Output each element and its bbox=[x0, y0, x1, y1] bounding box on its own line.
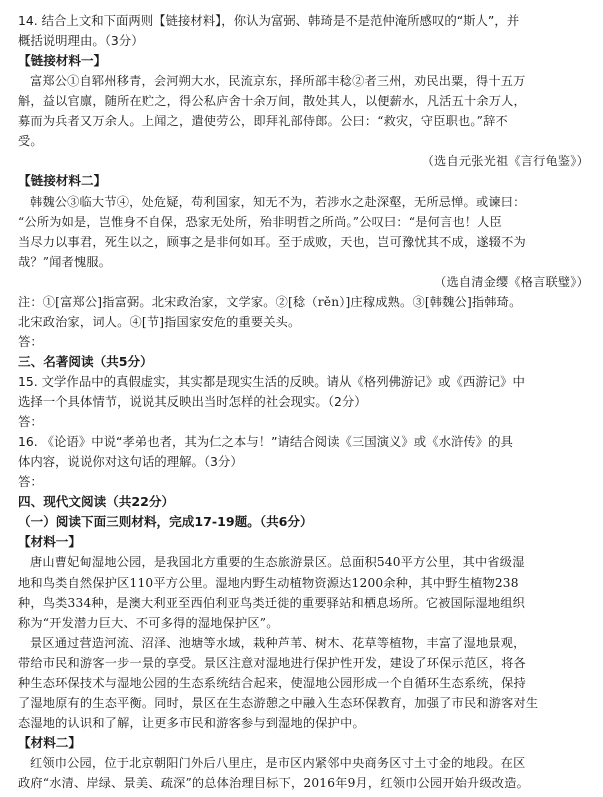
material1-line: 种，鸟类334种，是澳大利亚至西伯利亚鸟类迁徙的重要驿站和栖息场所。它被国际湿地组织 bbox=[18, 595, 525, 610]
answer-label: 答： bbox=[18, 414, 43, 430]
q15-line1: 15. 文学作品中的真假虚实，其实都是现实生活的反映。请从《格列佛游记》或《西游记》中 bbox=[18, 373, 525, 389]
notes-line1: 注：①[富郑公]指富弼。北宋政治家，文学家。②[稔（rěn）]庄稼成熟。③[韩魏公]指韩琦。 bbox=[18, 294, 522, 309]
link2-text-line: “公所为如是，岂惟身不自保，恐家无处所，殆非明哲之所尚。”公叹曰：“是何言也！人臣 bbox=[18, 214, 502, 229]
material2-line: 红领巾公园，位于北京朝阳门外后八里庄，是市区内紧邻中央商务区寸土寸金的地段。在区 bbox=[30, 755, 526, 770]
link2-heading: 【链接材料二】 bbox=[18, 173, 107, 189]
q16-line2: 体内容，说说你对这句话的理解。（3分） bbox=[18, 454, 243, 470]
link2-source: （选自清金缨《格言联璧》） bbox=[434, 274, 589, 289]
material1-line: 景区通过营造河流、沼泽、池塘等水域，栽种芦苇、树木、花草等植物，丰富了湿地景观， bbox=[30, 635, 526, 650]
link1-text-line: 募而为兵者又万余人。上闻之，遣使劳公，即拜礼部侍郎。公曰：“救灾，守臣职也。”辞不 bbox=[18, 114, 508, 129]
link1-heading: 【链接材料一】 bbox=[18, 53, 107, 69]
section3-title: 三、名著阅读（共5分） bbox=[18, 353, 153, 369]
q14-prompt-line1: 14. 结合上文和下面两则【链接材料】，你认为富弼、韩琦是不是范仲淹所感叹的“斯人”，并 bbox=[18, 13, 520, 28]
material1-line: 态湿地的认识和了解，让更多市民和游客参与到湿地的保护中。 bbox=[18, 715, 365, 730]
link1-source: （选自元张光祖《言行龟鉴》） bbox=[421, 154, 589, 169]
link2-text-line: 哉？”闻者愧服。 bbox=[18, 254, 112, 269]
link2-text-line: 韩魏公③临大节④，处危疑，苟利国家，知无不为，若涉水之赴深壑，无所忌惮。或谏曰： bbox=[30, 194, 526, 209]
link1-text-line: 斛，益以官廪，随所在贮之，得公私庐舍十余万间，散处其人，以便薪水，凡活五十余万人， bbox=[18, 94, 526, 109]
q16-line1: 16. 《论语》中说“孝弟也者，其为仁之本与！”请结合阅读《三国演义》或《水浒传》的具 bbox=[18, 434, 513, 450]
link2-text-line: 当尽力以事君，死生以之，顾事之是非何如耳。至于成败，天也，岂可豫忧其不成，遂辍不为 bbox=[18, 234, 526, 249]
answer-label: 答： bbox=[18, 333, 43, 349]
section4-title: 四、现代文阅读（共22分） bbox=[18, 494, 175, 510]
part1-title: （一）阅读下面三则材料，完成17-19题。（共6分） bbox=[18, 514, 313, 530]
material1-line: 种生态环保技术与湿地公园的生态系统结合起来，使湿地公园形成一个自循环生态系统，保持 bbox=[18, 675, 526, 690]
material1-line: 唐山曹妃甸湿地公园，是我国北方重要的生态旅游景区。总面积540平方公里，其中省级湿 bbox=[30, 555, 525, 570]
notes-line2: 北宋政治家，词人。④[节]指国家安危的重要关头。 bbox=[18, 314, 301, 329]
link1-text-line: 受。 bbox=[18, 134, 43, 149]
material1-line: 了湿地原有的生态平衡。同时，景区在生态游憩之中融入生态环保教育，加强了市民和游客对生 bbox=[18, 695, 539, 710]
material1-heading: 【材料一】 bbox=[18, 534, 81, 550]
material1-line: 称为“开发潜力巨大、不可多得的湿地保护区”。 bbox=[18, 615, 279, 630]
material1-line: 地和鸟类自然保护区110平方公里。湿地内野生动植物资源达1200余种，其中野生植物238 bbox=[18, 575, 519, 590]
material2-line: 政府“水清、岸绿、景美、疏深”的总体治理目标下，2016年9月，红领巾公园开始升级改造。 bbox=[18, 776, 529, 790]
material1-line: 带给市民和游客一步一景的享受。景区注意对湿地进行保护性开发，建设了环保示范区，将各 bbox=[18, 655, 526, 670]
link1-text-line: 富郑公①自郓州移青，会河朔大水，民流京东，择所部丰稔②者三州，劝民出粟，得十五万 bbox=[30, 74, 526, 89]
q14-prompt-line2: 概括说明理由。（3分） bbox=[18, 33, 144, 49]
material2-heading: 【材料二】 bbox=[18, 734, 81, 750]
q15-line2: 选择一个具体情节，说说其反映出当时怎样的社会现实。（2分） bbox=[18, 394, 367, 409]
answer-label: 答： bbox=[18, 474, 43, 490]
